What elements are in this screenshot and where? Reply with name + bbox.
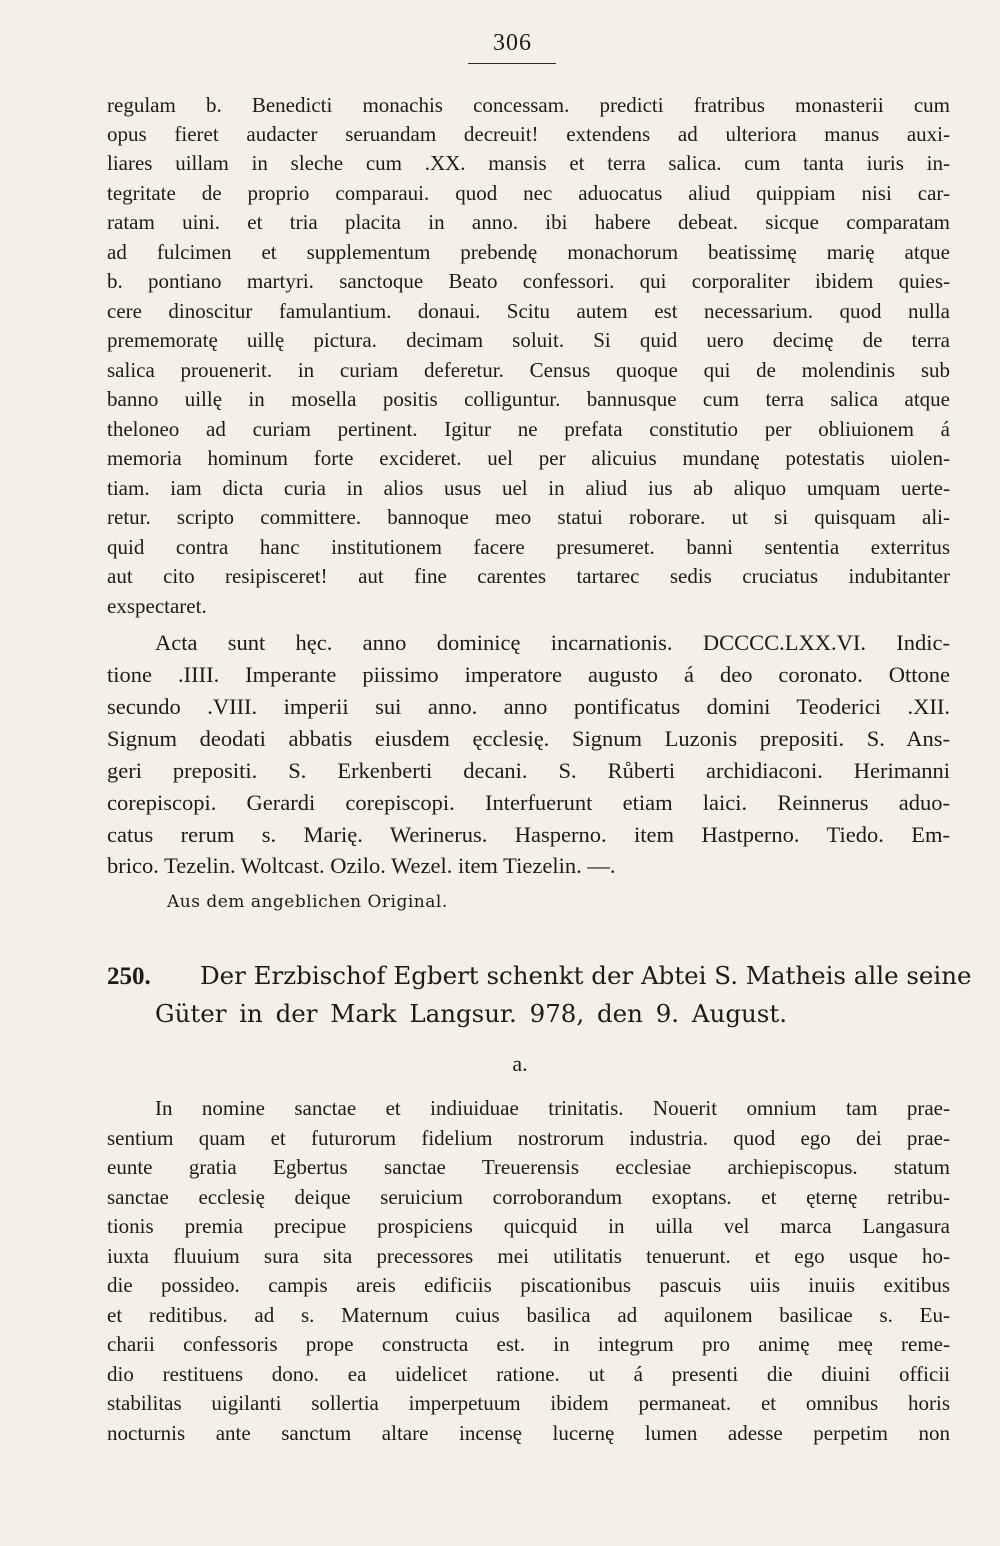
document-number: 250. [107, 963, 151, 990]
text-line: iuxta fluuium sura sita precessores mei utilitatis tenuerunt. et ego usque ho- [107, 1244, 950, 1268]
text-line: prememoratę uillę pictura. decimam soluit. Si quid uero decimę de terra [107, 328, 950, 352]
text-line: aut cito resipisceret! aut fine carentes tartarec sedis cruciatus indubitanter [107, 564, 950, 588]
text-line: quid contra hanc institutionem facere presumeret. banni sententia exterritus [107, 535, 950, 559]
text-line: eunte gratia Egbertus sanctae Treuerensis ecclesiae archiepiscopus. statum [107, 1155, 950, 1179]
text-line: exspectaret. [107, 594, 207, 618]
text-line: dio restituens dono. ea uidelicet ratione. ut á presenti die diuini officii [107, 1362, 950, 1386]
text-line: sanctae ecclesię deique seruicium corroborandum exoptans. et ęternę retribu- [107, 1185, 950, 1209]
text-line: stabilitas uigilanti sollertia imperpetuum ibidem permaneat. et omnibus horis [107, 1391, 950, 1415]
text-line: et reditibus. ad s. Maternum cuius basilica ad aquilonem basilicae s. Eu- [107, 1303, 950, 1327]
text-line: tegritate de proprio comparaui. quod nec aduocatus aliud quippiam nisi car- [107, 181, 950, 205]
page-number-rule [468, 63, 556, 64]
dating-line: geri prepositi. S. Erkenberti decani. S. Růberti archidiaconi. Herimanni [107, 758, 950, 783]
document-heading-line-2: Güter in der Mark Langsur. 978, den 9. August. [155, 999, 787, 1028]
dating-line: Signum deodati abbatis eiusdem ęcclesię. Signum Luzonis prepositi. S. Ans- [107, 726, 950, 751]
text-line: In nomine sanctae et indiuiduae trinitatis. Nouerit omnium tam prae- [155, 1096, 950, 1120]
text-line: regulam b. Benedicti monachis concessam. predicti fratribus monasterii cum [107, 93, 950, 117]
text-line: die possideo. campis areis edificiis piscationibus pascuis uiis inuiis exitibus [107, 1273, 950, 1297]
dating-line: tione .IIII. Imperante piissimo imperatore augusto á deo coronato. Ottone [107, 662, 950, 687]
text-line: retur. scripto committere. bannoque meo statui roborare. ut si quisquam ali- [107, 505, 950, 529]
source-note: Aus dem angeblichen Original. [167, 892, 448, 912]
text-line: memoria hominum forte excideret. uel per alicuius mundanę potestatis uiolen- [107, 446, 950, 470]
document-heading-line-1: Der Erzbischof Egbert schenkt der Abtei S. Matheis alle seine [200, 961, 972, 990]
text-line: ratam uini. et tria placita in anno. ibi habere debeat. sicque comparatam [107, 210, 950, 234]
text-line: sentium quam et futurorum fidelium nostrorum industria. quod ego dei prae- [107, 1126, 950, 1150]
text-line: tiam. iam dicta curia in alios usus uel in aliud ius ab aliquo umquam uerte- [107, 476, 950, 500]
text-line: ad fulcimen et supplementum prebendę monachorum beatissimę marię atque [107, 240, 950, 264]
dating-line: brico. Tezelin. Woltcast. Ozilo. Wezel. item Tiezelin. —. [107, 853, 616, 878]
text-line: b. pontiano martyri. sanctoque Beato confessori. qui corporaliter ibidem quies- [107, 269, 950, 293]
dating-line: secundo .VIII. imperii sui anno. anno pontificatus domini Teoderici .XII. [107, 694, 950, 719]
text-line: salica prouenerit. in curiam deferetur. Census quoque qui de molendinis sub [107, 358, 950, 382]
subsection-label: a. [512, 1051, 528, 1076]
page-number: 306 [493, 30, 532, 56]
text-line: nocturnis ante sanctum altare incensę lucernę lumen adesse perpetim non [107, 1421, 950, 1445]
text-line: liares uillam in sleche cum .XX. mansis et terra salica. cum tanta iuris in- [107, 151, 950, 175]
text-line: banno uillę in mosella positis colliguntur. bannusque cum terra salica atque [107, 387, 950, 411]
text-line: tionis premia precipue prospiciens quicquid in uilla vel marca Langasura [107, 1214, 950, 1238]
dating-line: corepiscopi. Gerardi corepiscopi. Interfuerunt etiam laici. Reinnerus aduo- [107, 790, 950, 815]
text-line: theloneo ad curiam pertinent. Igitur ne prefata constitutio per obliuionem á [107, 417, 950, 441]
dating-line: catus rerum s. Marię. Werinerus. Hasperno. item Hastperno. Tiedo. Em- [107, 822, 950, 847]
text-line: opus fieret audacter seruandam decreuit! extendens ad ulteriora manus auxi- [107, 122, 950, 146]
text-line: cere dinoscitur famulantium. donaui. Scitu autem est necessarium. quod nulla [107, 299, 950, 323]
text-line: charii confessoris prope constructa est. in integrum pro animę meę reme- [107, 1332, 950, 1356]
dating-line: Acta sunt hęc. anno dominicę incarnationis. DCCCC.LXX.VI. Indic- [155, 630, 950, 655]
